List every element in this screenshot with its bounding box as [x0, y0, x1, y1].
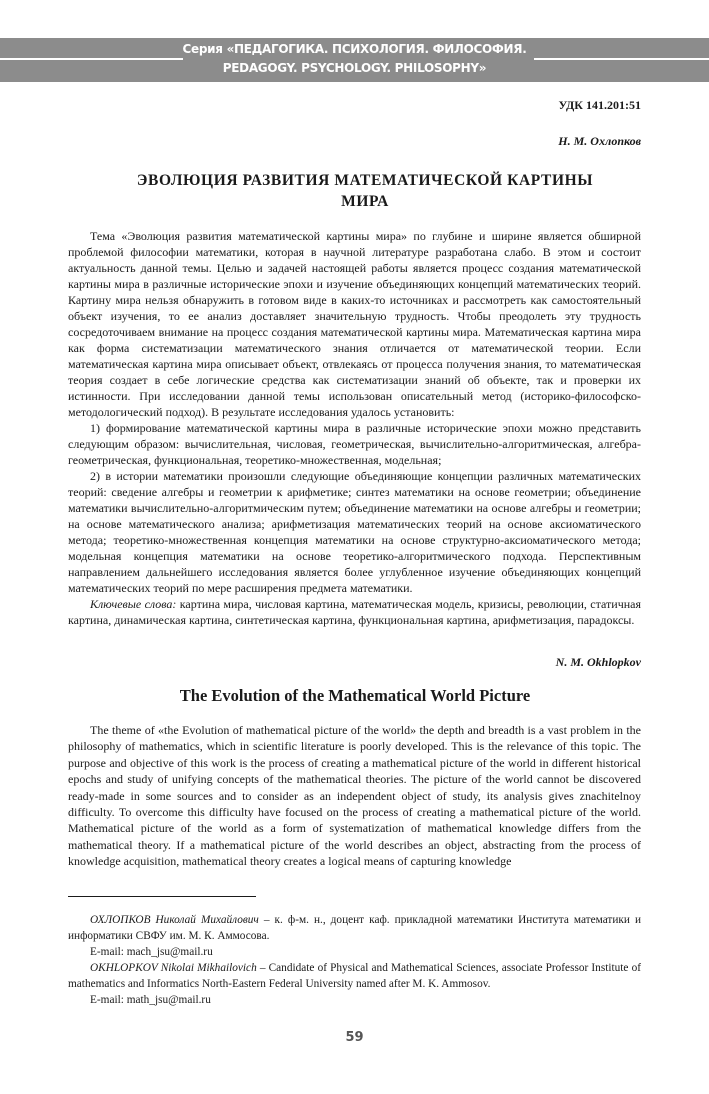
- keywords-label: Ключевые слова:: [90, 597, 177, 611]
- page-number: 59: [345, 1030, 364, 1045]
- footnote-ru-name: ОХЛОПКОВ Николай Михайлович: [90, 914, 259, 926]
- series-title-line2: PEDAGOGY. PSYCHOLOGY. PHILOSOPHY»: [222, 61, 487, 75]
- footnote-en: [68, 960, 641, 992]
- abstract-en-paragraph: The theme of «the Evolution of mathematical picture of the world» the depth and breadth is a vast problem in the philosophy of mathematics, which in scientific literature is poorly developed. This is the relevance of this topic. The purpose and objective of this work is the process of creating a mathematical picture of the world in different historical epochs and study of unifying concepts of the mathematical theories. The picture of the world cannot be discovered ready-made in some sources and to consider as an independent object of study, its analysis gives znachitelnoy difficulty. To overcome this difficulty have focused on the process of creating a mathematical picture of the world. Mathematical picture of the world as a form of systematization of mathematical knowledge differs from the mathematical theory. If a mathematical picture of the world describes an object, abstracting from the process of knowledge acquisition, mathematical theory creates a logical means of capturing knowledge: [68, 723, 641, 869]
- series-header-bar: [0, 38, 709, 82]
- title-ru-line1: ЭВОЛЮЦИЯ РАЗВИТИЯ МАТЕМАТИЧЕСКОЙ КАРТИНЫ: [136, 172, 594, 189]
- keywords-ru: [68, 596, 641, 628]
- footnote-ru-email: E-mail: mach_jsu@mail.ru: [90, 946, 213, 958]
- abstract-ru: [68, 228, 641, 628]
- series-title-line1: Серия «ПЕДАГОГИКА. ПСИХОЛОГИЯ. ФИЛОСОФИЯ.: [182, 42, 527, 56]
- series-title: [0, 40, 709, 78]
- footnote-en-text: – Candidate of Physical and Mathematical Sciences, associate Professor Institute of mathematics and Informatics North-Eastern Federal University named after M. K. Ammosov.: [68, 962, 641, 990]
- footnote-ru: [68, 912, 641, 944]
- author-footnotes: [68, 912, 641, 1008]
- abstract-ru-paragraph-2: 1) формирование математической картины мира в различные исторические эпохи можно представить следующим образом: вычислительная, числовая, геометрическая, вычислительно-алгоритмическая, алгебра-геометрическая, функциональная, теоретико-множественная, модельная;: [68, 421, 641, 467]
- footnote-en-email: E-mail: math_jsu@mail.ru: [90, 994, 211, 1006]
- udk-code: УДК 141.201:51: [558, 98, 641, 112]
- footnote-ru-text: – к. ф-м. н., доцент каф. прикладной математики Института математики и информатики СВФУ им. М. К. Аммосова.: [68, 914, 642, 942]
- abstract-ru-paragraph-1: Тема «Эволюция развития математической картины мира» по глубине и ширине является обширной проблемой философии математики, которая в научной литературе разработана слабо. В этом и состоит актуальность данной темы. Целью и задачей настоящей работы является процесс создания математической картины мира в различные исторические эпохи и изучение объединяющих концепций математических теорий. Картину мира нельзя обнаружить в готовом виде в каких-то источниках и рассмотреть как самостоятельный объект изучения, то ее анализ доставляет значительную трудность. Чтобы преодолеть эту трудность сосредоточиваем внимание на процесс создания математической картины мира. Математическая картина мира как форма систематизации математического знания отличается от математической теории. Если математическая картина мира описывает объект, отвлекаясь от процесса получения знания, то математическая теория создает в себе логические средства как систематизации знаний об объекте, так и проверки их истинности. При исследовании данной темы использован описательный метод (историко-философско-методологический подход). В результате исследования удалось установить:: [68, 229, 641, 419]
- keywords-text: картина мира, числовая картина, математическая модель, кризисы, революции, статичная картина, динамическая картина, синтетическая картина, функциональная картина, арифметизация, парадоксы.: [68, 597, 641, 627]
- article-title-en: The Evolution of the Mathematical World Picture: [179, 686, 531, 705]
- author-ru: Н. М. Охлопков: [558, 134, 641, 148]
- abstract-en: [68, 722, 641, 870]
- title-ru-line2: МИРА: [341, 193, 389, 210]
- author-en: N. M. Okhlopkov: [555, 655, 641, 669]
- article-title-ru: [90, 170, 640, 212]
- footnote-divider: [68, 896, 256, 897]
- abstract-ru-paragraph-3: 2) в истории математики произошли следующие объединяющие концепции различных математических теорий: сведение алгебры и геометрии к арифметике; синтез математики на основе геометрии; объединение математики вычислительно-алгоритмическим путем; объединение математики на основе алгебры и геометрии; на основе математического анализа; арифметизация математических теорий на основе аксиоматического метода; теоретико-множественная концепция математики на основе структурно-аксиоматического метода; модельная концепция математики на основе теоретико-алгоритмического подхода. Перспективным направлением дальнейшего исследования является более углубленное изучение объединяющих концепций математических теорий по мере расширения предмета математики.: [68, 469, 641, 595]
- footnote-en-name: OKHLOPKOV Nikolai Mikhailovich: [90, 962, 257, 974]
